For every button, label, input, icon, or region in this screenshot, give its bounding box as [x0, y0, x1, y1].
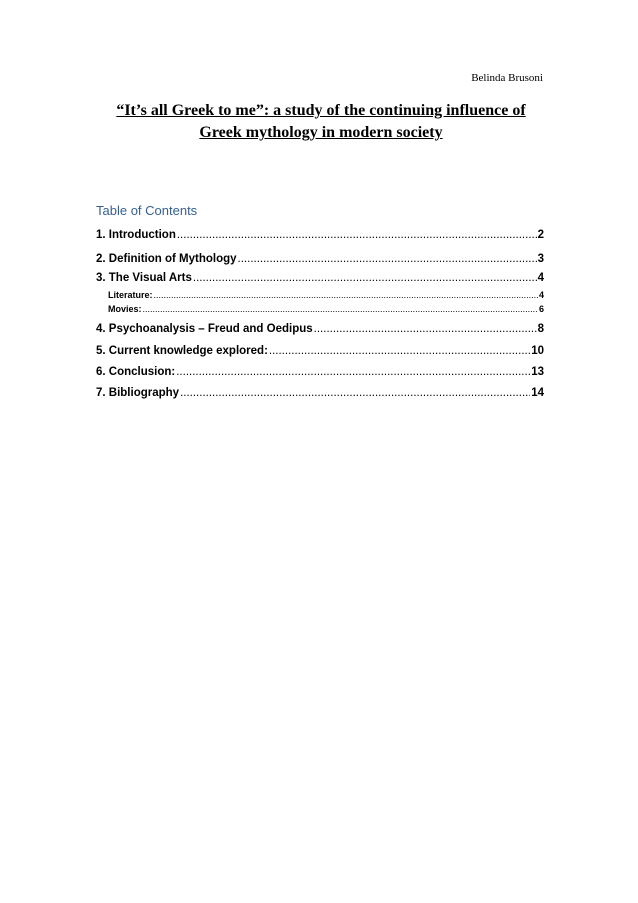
- toc-entry-label: Movies:: [108, 304, 142, 314]
- toc-entry-bibliography[interactable]: [96, 387, 544, 399]
- toc-entry-label: 2. Definition of Mythology: [96, 253, 237, 265]
- dot-leader: [143, 304, 538, 314]
- toc-entry-label: 1. Introduction: [96, 229, 176, 241]
- toc-entry-visual-arts[interactable]: [96, 272, 544, 284]
- toc-entry-label: 7. Bibliography: [96, 387, 180, 399]
- dot-leader: [314, 323, 537, 335]
- dot-leader: [193, 272, 537, 284]
- toc-entry-psychoanalysis[interactable]: [96, 323, 544, 335]
- toc-entry-conclusion[interactable]: [96, 366, 544, 378]
- toc-heading: Table of Contents: [96, 203, 198, 218]
- toc-entry-page: 4: [537, 272, 544, 284]
- toc-entry-label: 4. Psychoanalysis – Freud and Oedipus: [96, 323, 313, 335]
- toc-entry-page: 2: [537, 229, 544, 241]
- toc-entry-page: 3: [537, 253, 544, 265]
- toc-entry-page: 10: [531, 345, 544, 357]
- toc-entry-movies[interactable]: [108, 304, 544, 314]
- author-name: Belinda Brusoni: [471, 72, 543, 84]
- dot-leader: [238, 253, 537, 265]
- dot-leader: [177, 229, 537, 241]
- toc-entry-literature[interactable]: [108, 290, 544, 300]
- toc-entry-label: Literature:: [108, 290, 153, 300]
- toc-entry-definition[interactable]: [96, 253, 544, 265]
- dot-leader: [176, 366, 530, 378]
- toc-entry-label: 5. Current knowledge explored:: [96, 345, 268, 357]
- toc-entry-current-knowledge[interactable]: [96, 345, 544, 357]
- dot-leader: [180, 387, 530, 399]
- toc-entry-page: 4: [538, 290, 544, 300]
- toc-entry-page: 14: [531, 387, 544, 399]
- document-title: “It’s all Greek to me”: a study of the continuing influence of Greek mythology in modern society: [116, 102, 526, 141]
- toc-entry-page: 13: [531, 366, 544, 378]
- dot-leader: [269, 345, 530, 357]
- toc-entry-introduction[interactable]: [96, 229, 544, 241]
- toc-entry-page: 8: [537, 323, 544, 335]
- toc-entry-page: 6: [538, 304, 544, 314]
- dot-leader: [154, 290, 538, 300]
- toc-entry-label: 3. The Visual Arts: [96, 272, 192, 284]
- toc-entry-label: 6. Conclusion:: [96, 366, 176, 378]
